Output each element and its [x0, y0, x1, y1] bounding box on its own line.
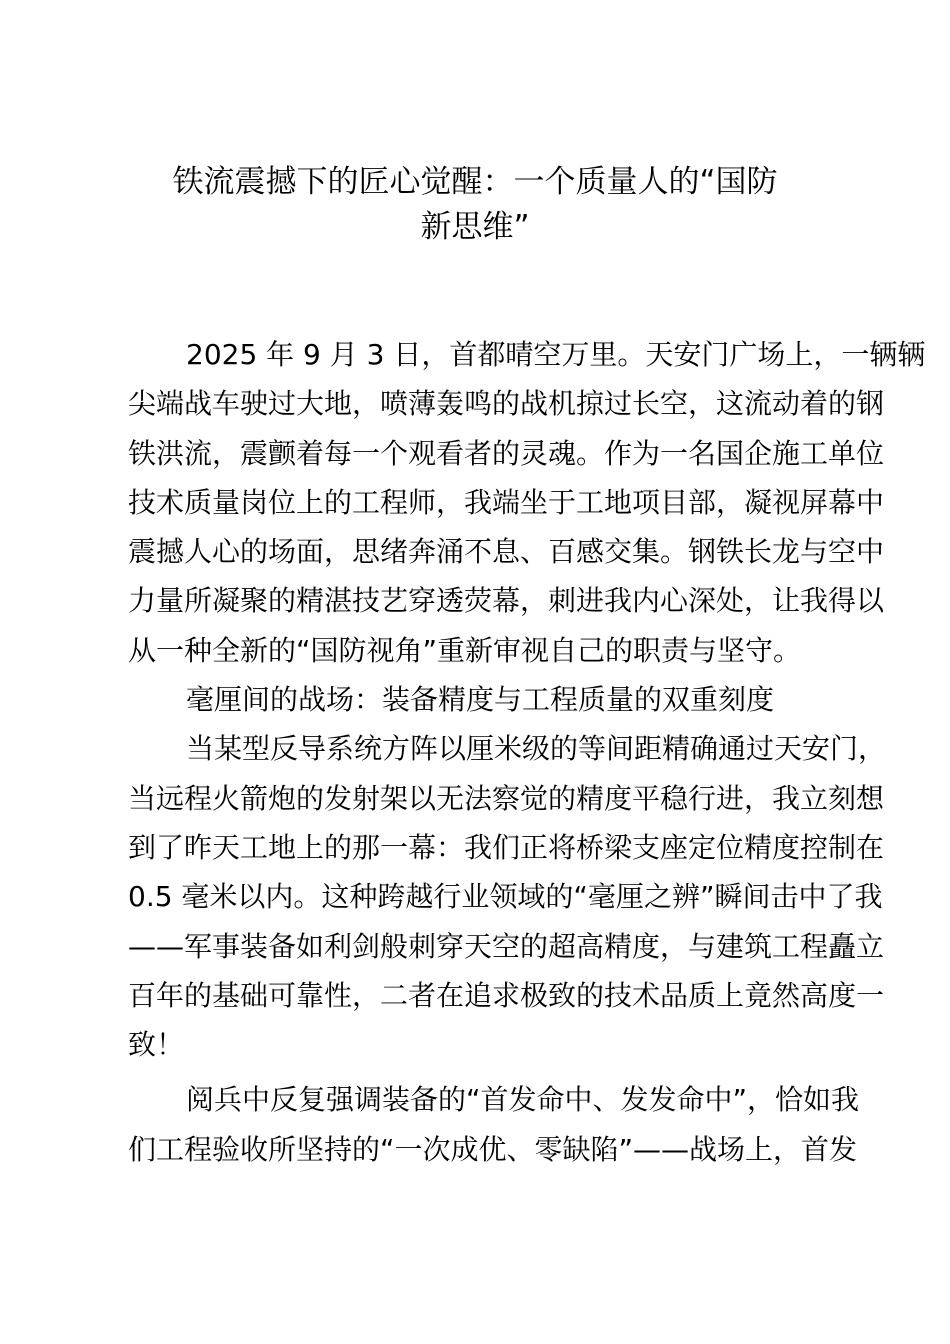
text-line: 到了昨天工地上的那一幕：我们正将桥梁支座定位精度控制在 [128, 830, 885, 864]
paragraph-precision [128, 724, 887, 1069]
text-line: 技术质量岗位上的工程师，我端坐于工地项目部，凝视屏幕中 [128, 485, 885, 519]
text-line: 百年的基础可靠性，二者在追求极致的技术品质上竟然高度一 [128, 978, 885, 1012]
paragraph-first-hit [128, 1075, 860, 1174]
heading-line: 毫厘间的战场：装备精度与工程质量的双重刻度 [186, 683, 775, 717]
text-line: 当某型反导系统方阵以厘米级的等间距精确通过天安门， [186, 732, 887, 766]
text-line: 2025 年 9 月 3 日，首都晴空万里。天安门广场上，一辆辆 [186, 338, 926, 371]
text-line: 当远程火箭炮的发射架以无法察觉的精度平稳行进，我立刻想 [128, 781, 885, 815]
text-line: 们工程验收所坚持的“一次成优、零缺陷”——战场上，首发 [128, 1132, 858, 1166]
text-line: 力量所凝聚的精湛技艺穿透荧幕，刺进我内心深处，让我得以 [128, 584, 885, 618]
text-line: 阅兵中反复强调装备的“首发命中、发发命中”，恰如我 [186, 1083, 860, 1117]
title-line: 新思维” [420, 209, 530, 245]
text-line: 尖端战车驶过大地，喷薄轰鸣的战机掠过长空，这流动着的钢 [128, 387, 885, 421]
document-body [128, 330, 926, 1174]
title-line: 铁流震撼下的匠心觉醒：一个质量人的“国防 [172, 164, 778, 200]
text-line: 0.5 毫米以内。这种跨越行业领域的“毫厘之辨”瞬间击中了我 [128, 880, 883, 914]
text-line: 震撼人心的场面，思绪奔涌不息、百感交集。钢铁长龙与空中 [128, 535, 885, 569]
text-line: 铁洪流，震颤着每一个观看者的灵魂。作为一名国企施工单位 [128, 436, 885, 470]
document-title [0, 160, 950, 250]
text-line: 从一种全新的“国防视角”重新审视自己的职责与坚守。 [128, 633, 802, 667]
section-heading [128, 675, 833, 724]
text-line: 致！ [128, 1028, 185, 1062]
paragraph-intro [128, 330, 926, 675]
text-line: ——军事装备如利剑般刺穿天空的超高精度，与建筑工程矗立 [128, 929, 885, 963]
